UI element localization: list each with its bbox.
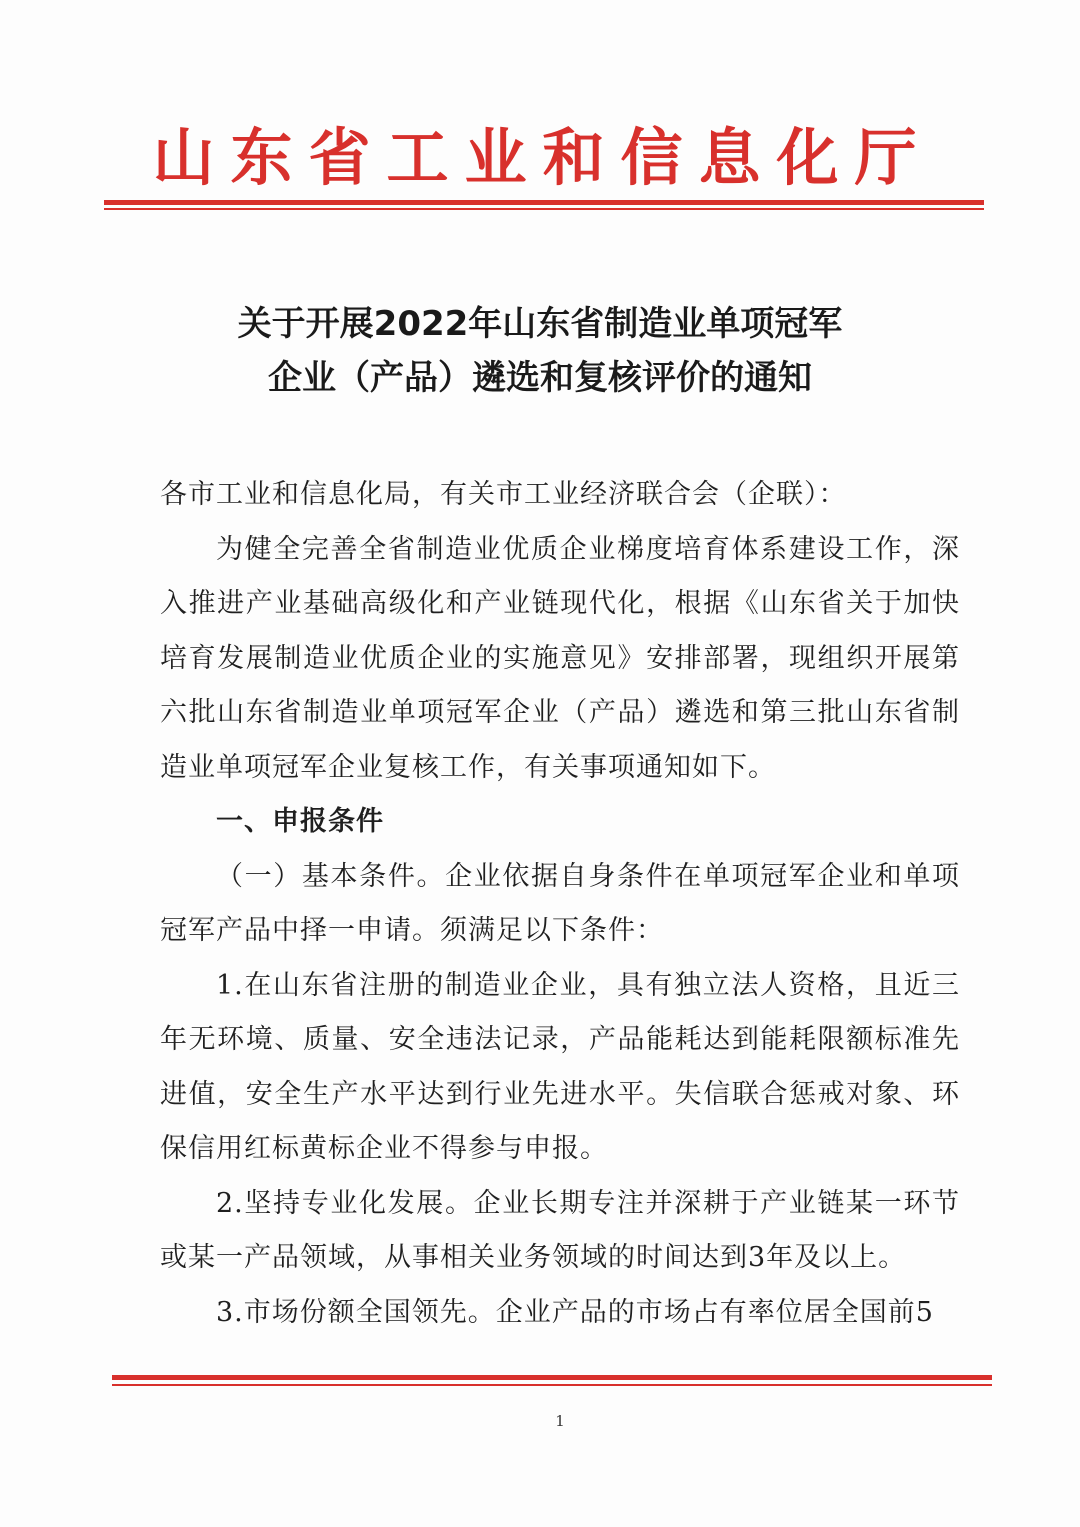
letterhead-rule-thick [104, 200, 984, 205]
document-body [160, 468, 960, 1340]
condition-item-2: 2.坚持专业化发展。企业长期专注并深耕于产业链某一环节或某一产品领域，从事相关业务领域的时间达到3年及以上。 [160, 1187, 960, 1273]
section-heading: 一、申报条件 [216, 806, 384, 837]
document-title-line-2: 企业（产品）遴选和复核评价的通知 [268, 358, 812, 398]
document-title-line-1: 关于开展2022年山东省制造业单项冠军 [237, 304, 843, 344]
letterhead-org-name: 山东省工业和信息化厅 [152, 121, 933, 194]
salutation: 各市工业和信息化局，有关市工业经济联合会（企联）： [160, 479, 847, 510]
basic-conditions-paragraph: （一）基本条件。企业依据自身条件在单项冠军企业和单项冠军产品中择一申请。须满足以下条件： [160, 860, 960, 946]
condition-item-3: 3.市场份额全国领先。企业产品的市场占有率位居全国前5 [216, 1296, 934, 1328]
condition-item-1: 1.在山东省注册的制造业企业，具有独立法人资格，且近三年无环境、质量、安全违法记录，产品能耗达到能耗限额标准先进值，安全生产水平达到行业先进水平。失信联合惩戒对象、环保信用红标黄标企业不得参与申报。 [160, 969, 960, 1164]
page-number: 1 [555, 1412, 565, 1430]
letterhead-rule-thin [104, 208, 984, 210]
footer-rule-thick [112, 1375, 992, 1380]
footer-rule-thin [112, 1384, 992, 1386]
intro-paragraph: 为健全完善全省制造业优质企业梯度培育体系建设工作，深入推进产业基础高级化和产业链现代化，根据《山东省关于加快培育发展制造业优质企业的实施意见》安排部署，现组织开展第六批山东省制造业单项冠军企业（产品）遴选和第三批山东省制造业单项冠军企业复核工作，有关事项通知如下。 [160, 533, 960, 783]
